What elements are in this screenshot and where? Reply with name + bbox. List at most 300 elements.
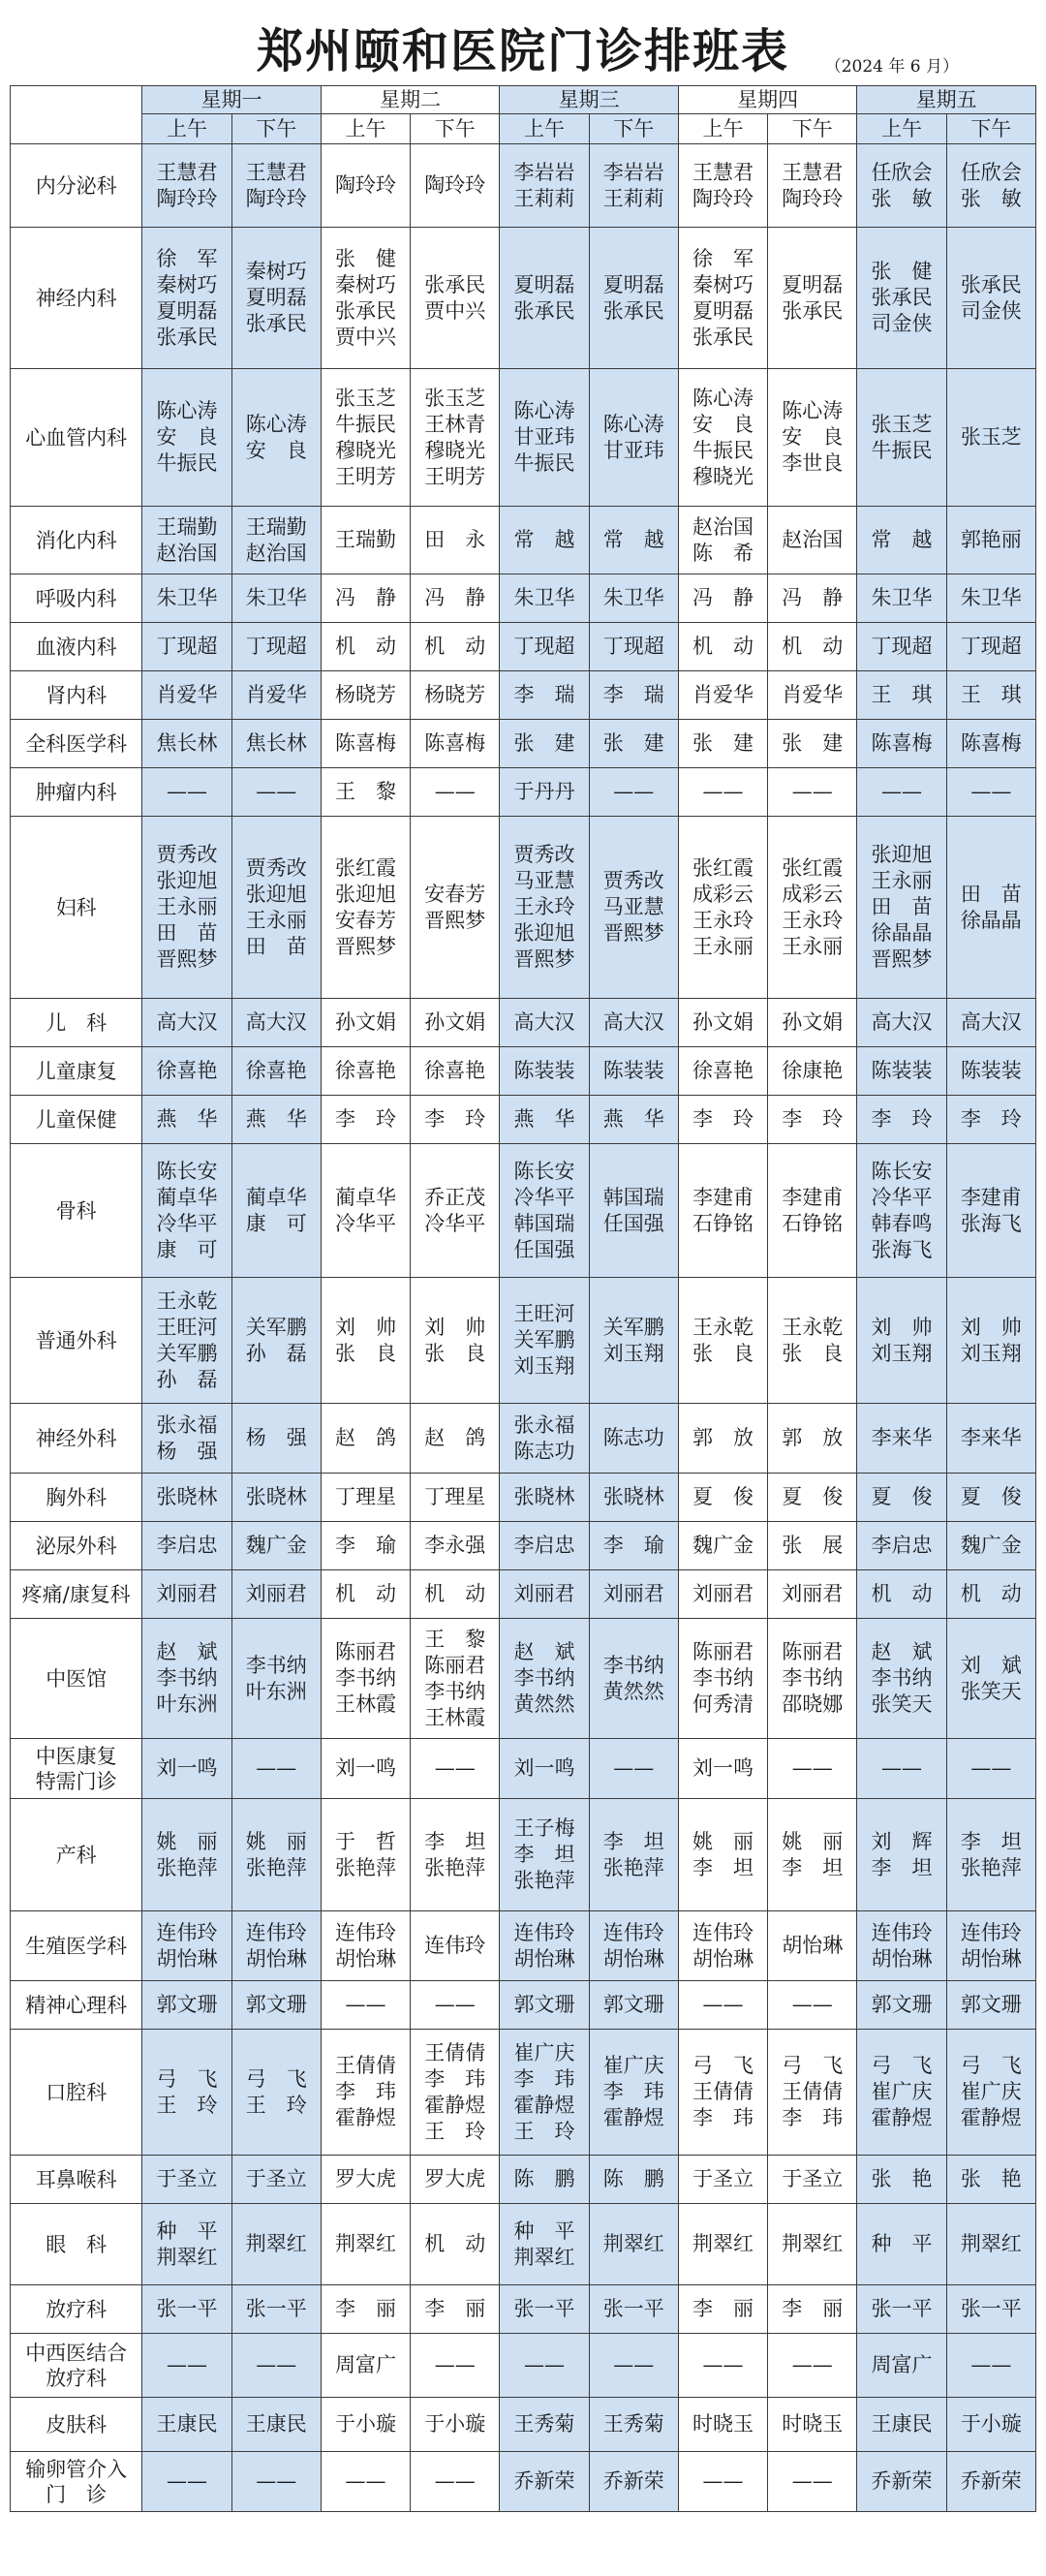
doctor-cell: —— xyxy=(678,768,767,817)
doctor-cell: 郭文珊 xyxy=(589,1981,678,2030)
department-name: 产科 xyxy=(11,1799,142,1911)
half-header-pm: 下午 xyxy=(411,114,500,144)
doctor-cell: 陈喜梅 xyxy=(321,720,410,768)
doctor-cell: —— xyxy=(142,2452,231,2512)
doctor-cell: 郭文珊 xyxy=(946,1981,1035,2030)
doctor-cell: 丁现超 xyxy=(946,623,1035,671)
doctor-cell: 任欣会 张 敏 xyxy=(946,144,1035,228)
doctor-cell: 于丹丹 xyxy=(500,768,589,817)
doctor-cell: 朱卫华 xyxy=(500,574,589,623)
doctor-cell: 徐喜艳 xyxy=(321,1047,410,1096)
doctor-cell: 李 丽 xyxy=(768,2285,857,2334)
doctor-cell: 张玉芝 xyxy=(946,369,1035,507)
doctor-cell: 连伟玲 胡怡琳 xyxy=(231,1911,321,1981)
department-name: 泌尿外科 xyxy=(11,1522,142,1570)
doctor-cell: 王秀菊 xyxy=(500,2398,589,2452)
doctor-cell: 刘 帅 张 良 xyxy=(411,1278,500,1404)
doctor-cell: —— xyxy=(946,1739,1035,1799)
doctor-cell: 陈喜梅 xyxy=(411,720,500,768)
doctor-cell: 贾秀改 张迎旭 王永丽 田 苗 晋熙梦 xyxy=(142,817,231,999)
doctor-cell: 夏 俊 xyxy=(857,1474,946,1522)
doctor-cell: 弓 飞 王倩倩 李 玮 xyxy=(678,2030,767,2156)
doctor-cell: 王永乾 王旺河 关军鹏 孙 磊 xyxy=(142,1278,231,1404)
department-name: 儿童保健 xyxy=(11,1096,142,1144)
doctor-cell: 王康民 xyxy=(142,2398,231,2452)
doctor-cell: 弓 飞 崔广庆 霍静煜 xyxy=(946,2030,1035,2156)
half-header-am: 上午 xyxy=(500,114,589,144)
doctor-cell: 李建甫 石铮铭 xyxy=(678,1144,767,1278)
doctor-cell: 高大汉 xyxy=(589,999,678,1047)
doctor-cell: 刘一鸣 xyxy=(678,1739,767,1799)
doctor-cell: —— xyxy=(946,2334,1035,2398)
doctor-cell: —— xyxy=(768,1981,857,2030)
doctor-cell: 郭文珊 xyxy=(857,1981,946,2030)
doctor-cell: 王瑞勤 赵治国 xyxy=(231,507,321,574)
doctor-cell: 肖爱华 xyxy=(678,671,767,720)
doctor-cell: 王永乾 张 良 xyxy=(768,1278,857,1404)
doctor-cell: 郭 放 xyxy=(678,1404,767,1474)
doctor-cell: —— xyxy=(231,768,321,817)
doctor-cell: 刘丽君 xyxy=(142,1570,231,1619)
doctor-cell: 于 哲 张艳萍 xyxy=(321,1799,410,1911)
day-header-fri: 星期五 xyxy=(857,86,1036,114)
doctor-cell: 机 动 xyxy=(768,623,857,671)
doctor-cell: 张 建 xyxy=(678,720,767,768)
doctor-cell: 陈装装 xyxy=(500,1047,589,1096)
day-header-mon: 星期一 xyxy=(142,86,322,114)
doctor-cell: 朱卫华 xyxy=(589,574,678,623)
doctor-cell: 张迎旭 王永丽 田 苗 徐晶晶 晋熙梦 xyxy=(857,817,946,999)
doctor-cell: 姚 丽 李 坦 xyxy=(768,1799,857,1911)
doctor-cell: 乔新荣 xyxy=(946,2452,1035,2512)
doctor-cell: 陈丽君 李书纳 王林霞 xyxy=(321,1619,410,1739)
schedule-row xyxy=(11,1404,1036,1474)
doctor-cell: 李建甫 石铮铭 xyxy=(768,1144,857,1278)
doctor-cell: —— xyxy=(321,1981,410,2030)
doctor-cell: —— xyxy=(946,768,1035,817)
doctor-cell: 陈喜梅 xyxy=(857,720,946,768)
doctor-cell: 乔新荣 xyxy=(857,2452,946,2512)
doctor-cell: 陈装装 xyxy=(857,1047,946,1096)
doctor-cell: 王 黎 陈丽君 李书纳 王林霞 xyxy=(411,1619,500,1739)
department-name: 神经内科 xyxy=(11,228,142,369)
half-header-pm: 下午 xyxy=(231,114,321,144)
doctor-cell: 李建甫 张海飞 xyxy=(946,1144,1035,1278)
schedule-date: （2024 年 6 月） xyxy=(824,57,959,77)
schedule-row xyxy=(11,507,1036,574)
doctor-cell: 魏广金 xyxy=(231,1522,321,1570)
schedule-row xyxy=(11,2156,1036,2204)
doctor-cell: 朱卫华 xyxy=(142,574,231,623)
department-name: 中医馆 xyxy=(11,1619,142,1739)
doctor-cell: 徐 军 秦树巧 夏明磊 张承民 xyxy=(142,228,231,369)
schedule-table xyxy=(10,85,1036,2512)
doctor-cell: 丁现超 xyxy=(857,623,946,671)
day-header-tue: 星期二 xyxy=(321,86,500,114)
doctor-cell: —— xyxy=(411,2334,500,2398)
doctor-cell: 于小璇 xyxy=(321,2398,410,2452)
department-name: 消化内科 xyxy=(11,507,142,574)
department-name: 儿童康复 xyxy=(11,1047,142,1096)
doctor-cell: 赵 斌 李书纳 黄然然 xyxy=(500,1619,589,1739)
doctor-cell: 高大汉 xyxy=(857,999,946,1047)
doctor-cell: 蔺卓华 康 可 xyxy=(231,1144,321,1278)
header-corner xyxy=(11,86,142,144)
doctor-cell: 燕 华 xyxy=(142,1096,231,1144)
doctor-cell: 夏明磊 张承民 xyxy=(768,228,857,369)
schedule-row xyxy=(11,1096,1036,1144)
doctor-cell: —— xyxy=(231,2452,321,2512)
doctor-cell: 冯 静 xyxy=(321,574,410,623)
doctor-cell: —— xyxy=(142,768,231,817)
doctor-cell: 连伟玲 胡怡琳 xyxy=(321,1911,410,1981)
doctor-cell: 魏广金 xyxy=(946,1522,1035,1570)
doctor-cell: 崔广庆 李 玮 霍静煜 xyxy=(589,2030,678,2156)
doctor-cell: 丁现超 xyxy=(500,623,589,671)
doctor-cell: —— xyxy=(142,2334,231,2398)
doctor-cell: 张永福 陈志功 xyxy=(500,1404,589,1474)
doctor-cell: 刘 帅 张 良 xyxy=(321,1278,410,1404)
doctor-cell: 王慧君 陶玲玲 xyxy=(678,144,767,228)
doctor-cell: 荆翠红 xyxy=(946,2204,1035,2285)
doctor-cell: 丁现超 xyxy=(589,623,678,671)
doctor-cell: 李来华 xyxy=(857,1404,946,1474)
doctor-cell: 徐喜艳 xyxy=(678,1047,767,1096)
department-name: 内分泌科 xyxy=(11,144,142,228)
doctor-cell: 赵 鸽 xyxy=(321,1404,410,1474)
doctor-cell: 杨 强 xyxy=(231,1404,321,1474)
department-name: 口腔科 xyxy=(11,2030,142,2156)
doctor-cell: 王瑞勤 赵治国 xyxy=(142,507,231,574)
doctor-cell: 周富广 xyxy=(857,2334,946,2398)
schedule-row xyxy=(11,1911,1036,1981)
doctor-cell: 李 玲 xyxy=(768,1096,857,1144)
doctor-cell: 机 动 xyxy=(411,2204,500,2285)
doctor-cell: 种 平 xyxy=(857,2204,946,2285)
doctor-cell: 李书纳 叶东洲 xyxy=(231,1619,321,1739)
doctor-cell: 于圣立 xyxy=(678,2156,767,2204)
doctor-cell: 荆翠红 xyxy=(231,2204,321,2285)
doctor-cell: 任欣会 张 敏 xyxy=(857,144,946,228)
doctor-cell: 王康民 xyxy=(231,2398,321,2452)
doctor-cell: 姚 丽 李 坦 xyxy=(678,1799,767,1911)
doctor-cell: 李 瑞 xyxy=(500,671,589,720)
doctor-cell: 朱卫华 xyxy=(857,574,946,623)
department-name: 中医康复 特需门诊 xyxy=(11,1739,142,1799)
doctor-cell: 罗大虎 xyxy=(411,2156,500,2204)
doctor-cell: 张 健 张承民 司金侠 xyxy=(857,228,946,369)
doctor-cell: 田 苗 徐晶晶 xyxy=(946,817,1035,999)
schedule-row xyxy=(11,768,1036,817)
doctor-cell: 肖爱华 xyxy=(768,671,857,720)
doctor-cell: 朱卫华 xyxy=(231,574,321,623)
doctor-cell: 徐康艳 xyxy=(768,1047,857,1096)
doctor-cell: 于圣立 xyxy=(142,2156,231,2204)
doctor-cell: 陈心涛 甘亚玮 牛振民 xyxy=(500,369,589,507)
schedule-row xyxy=(11,2398,1036,2452)
doctor-cell: —— xyxy=(678,2452,767,2512)
department-name: 儿 科 xyxy=(11,999,142,1047)
doctor-cell: 陈心涛 安 良 xyxy=(231,369,321,507)
doctor-cell: 张玉芝 王林青 穆晓光 王明芳 xyxy=(411,369,500,507)
doctor-cell: 孙文娟 xyxy=(768,999,857,1047)
doctor-cell: 王慧君 陶玲玲 xyxy=(142,144,231,228)
page-title: 郑州颐和医院门诊排班表 xyxy=(256,24,789,78)
department-name: 眼 科 xyxy=(11,2204,142,2285)
doctor-cell: 张晓林 xyxy=(589,1474,678,1522)
half-header-am: 上午 xyxy=(857,114,946,144)
doctor-cell: 丁理星 xyxy=(321,1474,410,1522)
doctor-cell: 郭文珊 xyxy=(231,1981,321,2030)
doctor-cell: —— xyxy=(589,2334,678,2398)
doctor-cell: 刘 斌 张笑天 xyxy=(946,1619,1035,1739)
doctor-cell: 夏 俊 xyxy=(678,1474,767,1522)
doctor-cell: 王倩倩 李 玮 霍静煜 王 玲 xyxy=(411,2030,500,2156)
doctor-cell: 夏明磊 张承民 xyxy=(500,228,589,369)
doctor-cell: 贾秀改 马亚慧 晋熙梦 xyxy=(589,817,678,999)
doctor-cell: 张玉芝 牛振民 穆晓光 王明芳 xyxy=(321,369,410,507)
doctor-cell: 陈心涛 甘亚玮 xyxy=(589,369,678,507)
doctor-cell: 罗大虎 xyxy=(321,2156,410,2204)
department-name: 精神心理科 xyxy=(11,1981,142,2030)
doctor-cell: —— xyxy=(768,2452,857,2512)
doctor-cell: —— xyxy=(589,768,678,817)
doctor-cell: 安春芳 晋熙梦 xyxy=(411,817,500,999)
doctor-cell: 张晓林 xyxy=(500,1474,589,1522)
doctor-cell: —— xyxy=(411,2452,500,2512)
doctor-cell: 李 瑜 xyxy=(321,1522,410,1570)
schedule-row xyxy=(11,623,1036,671)
doctor-cell: 郭艳丽 xyxy=(946,507,1035,574)
doctor-cell: —— xyxy=(231,2334,321,2398)
doctor-cell: 陶玲玲 xyxy=(411,144,500,228)
doctor-cell: 陈 鹏 xyxy=(589,2156,678,2204)
doctor-cell: 丁现超 xyxy=(231,623,321,671)
department-name: 骨科 xyxy=(11,1144,142,1278)
doctor-cell: 杨晓芳 xyxy=(321,671,410,720)
doctor-cell: 张一平 xyxy=(500,2285,589,2334)
half-header-pm: 下午 xyxy=(768,114,857,144)
doctor-cell: 蔺卓华 冷华平 xyxy=(321,1144,410,1278)
department-name: 呼吸内科 xyxy=(11,574,142,623)
doctor-cell: 韩国瑞 任国强 xyxy=(589,1144,678,1278)
doctor-cell: 夏明磊 张承民 xyxy=(589,228,678,369)
doctor-cell: 张一平 xyxy=(142,2285,231,2334)
schedule-row xyxy=(11,1739,1036,1799)
day-header-thu: 星期四 xyxy=(678,86,857,114)
doctor-cell: 连伟玲 胡怡琳 xyxy=(500,1911,589,1981)
doctor-cell: 李 瑜 xyxy=(589,1522,678,1570)
doctor-cell: 机 动 xyxy=(857,1570,946,1619)
schedule-row xyxy=(11,817,1036,999)
doctor-cell: 乔新荣 xyxy=(589,2452,678,2512)
schedule-row xyxy=(11,2030,1036,2156)
doctor-cell: 弓 飞 王 玲 xyxy=(142,2030,231,2156)
doctor-cell: 李岩岩 王莉莉 xyxy=(500,144,589,228)
doctor-cell: 张一平 xyxy=(231,2285,321,2334)
doctor-cell: 徐喜艳 xyxy=(142,1047,231,1096)
doctor-cell: 刘一鸣 xyxy=(321,1739,410,1799)
doctor-cell: 夏 俊 xyxy=(768,1474,857,1522)
doctor-cell: 高大汉 xyxy=(946,999,1035,1047)
doctor-cell: 机 动 xyxy=(411,1570,500,1619)
doctor-cell: 杨晓芳 xyxy=(411,671,500,720)
doctor-cell: 李 玲 xyxy=(411,1096,500,1144)
doctor-cell: 关军鹏 孙 磊 xyxy=(231,1278,321,1404)
doctor-cell: 王倩倩 李 玮 霍静煜 xyxy=(321,2030,410,2156)
doctor-cell: 王旺河 关军鹏 刘玉翔 xyxy=(500,1278,589,1404)
schedule-row xyxy=(11,144,1036,228)
doctor-cell: 徐 军 秦树巧 夏明磊 张承民 xyxy=(678,228,767,369)
doctor-cell: 陈长安 冷华平 韩春鸣 张海飞 xyxy=(857,1144,946,1278)
doctor-cell: 李 坦 张艳萍 xyxy=(946,1799,1035,1911)
doctor-cell: 李 玲 xyxy=(321,1096,410,1144)
doctor-cell: 李书纳 黄然然 xyxy=(589,1619,678,1739)
doctor-cell: 刘一鸣 xyxy=(142,1739,231,1799)
doctor-cell: 张一平 xyxy=(946,2285,1035,2334)
schedule-row xyxy=(11,574,1036,623)
doctor-cell: 朱卫华 xyxy=(946,574,1035,623)
doctor-cell: 荆翠红 xyxy=(678,2204,767,2285)
doctor-cell: 常 越 xyxy=(857,507,946,574)
doctor-cell: —— xyxy=(411,1739,500,1799)
doctor-cell: 陈 鹏 xyxy=(500,2156,589,2204)
doctor-cell: 李岩岩 王莉莉 xyxy=(589,144,678,228)
doctor-cell: 陈心涛 安 良 牛振民 穆晓光 xyxy=(678,369,767,507)
department-name: 疼痛/康复科 xyxy=(11,1570,142,1619)
doctor-cell: 李启忠 xyxy=(500,1522,589,1570)
doctor-cell: 丁理星 xyxy=(411,1474,500,1522)
doctor-cell: 连伟玲 胡怡琳 xyxy=(142,1911,231,1981)
doctor-cell: 李 丽 xyxy=(321,2285,410,2334)
doctor-cell: 张永福 杨 强 xyxy=(142,1404,231,1474)
doctor-cell: 王子梅 李 坦 张艳萍 xyxy=(500,1799,589,1911)
department-name: 血液内科 xyxy=(11,623,142,671)
department-name: 放疗科 xyxy=(11,2285,142,2334)
doctor-cell: 刘丽君 xyxy=(500,1570,589,1619)
doctor-cell: 孙文娟 xyxy=(321,999,410,1047)
schedule-row xyxy=(11,2285,1036,2334)
doctor-cell: 机 动 xyxy=(321,623,410,671)
doctor-cell: 冯 静 xyxy=(678,574,767,623)
doctor-cell: —— xyxy=(411,768,500,817)
doctor-cell: 郭 放 xyxy=(768,1404,857,1474)
doctor-cell: 李来华 xyxy=(946,1404,1035,1474)
schedule-row xyxy=(11,1981,1036,2030)
schedule-row xyxy=(11,671,1036,720)
doctor-cell: 冯 静 xyxy=(768,574,857,623)
doctor-cell: 张晓林 xyxy=(231,1474,321,1522)
doctor-cell: 张 建 xyxy=(768,720,857,768)
doctor-cell: 常 越 xyxy=(589,507,678,574)
doctor-cell: 姚 丽 张艳萍 xyxy=(231,1799,321,1911)
doctor-cell: 张晓林 xyxy=(142,1474,231,1522)
doctor-cell: 肖爱华 xyxy=(142,671,231,720)
schedule-row xyxy=(11,1522,1036,1570)
doctor-cell: —— xyxy=(411,1981,500,2030)
department-name: 肾内科 xyxy=(11,671,142,720)
doctor-cell: 郭文珊 xyxy=(500,1981,589,2030)
department-name: 输卵管介入 门 诊 xyxy=(11,2452,142,2512)
doctor-cell: 种 平 荆翠红 xyxy=(500,2204,589,2285)
department-name: 胸外科 xyxy=(11,1474,142,1522)
doctor-cell: —— xyxy=(589,1739,678,1799)
doctor-cell: 陈装装 xyxy=(946,1047,1035,1096)
doctor-cell: 陶玲玲 xyxy=(321,144,410,228)
doctor-cell: 徐喜艳 xyxy=(231,1047,321,1096)
half-header-pm: 下午 xyxy=(589,114,678,144)
doctor-cell: 姚 丽 张艳萍 xyxy=(142,1799,231,1911)
department-name: 中西医结合 放疗科 xyxy=(11,2334,142,2398)
doctor-cell: 机 动 xyxy=(411,623,500,671)
doctor-cell: 陈装装 xyxy=(589,1047,678,1096)
doctor-cell: 荆翠红 xyxy=(589,2204,678,2285)
doctor-cell: 丁现超 xyxy=(142,623,231,671)
doctor-cell: 王 琪 xyxy=(857,671,946,720)
doctor-cell: 机 动 xyxy=(946,1570,1035,1619)
day-header-wed: 星期三 xyxy=(500,86,679,114)
department-name: 神经外科 xyxy=(11,1404,142,1474)
doctor-cell: 李启忠 xyxy=(857,1522,946,1570)
doctor-cell: 陈丽君 李书纳 邵晓娜 xyxy=(768,1619,857,1739)
doctor-cell: 刘丽君 xyxy=(768,1570,857,1619)
doctor-cell: 夏 俊 xyxy=(946,1474,1035,1522)
doctor-cell: 时晓玉 xyxy=(678,2398,767,2452)
doctor-cell: 孙文娟 xyxy=(678,999,767,1047)
doctor-cell: —— xyxy=(678,1981,767,2030)
department-name: 肿瘤内科 xyxy=(11,768,142,817)
department-name: 心血管内科 xyxy=(11,369,142,507)
doctor-cell: 陈长安 蔺卓华 冷华平 康 可 xyxy=(142,1144,231,1278)
schedule-row xyxy=(11,1474,1036,1522)
doctor-cell: 张红霞 成彩云 王永玲 王永丽 xyxy=(768,817,857,999)
doctor-cell: 连伟玲 胡怡琳 xyxy=(678,1911,767,1981)
doctor-cell: 张 展 xyxy=(768,1522,857,1570)
doctor-cell: 机 动 xyxy=(678,623,767,671)
department-name: 妇科 xyxy=(11,817,142,999)
doctor-cell: 李 丽 xyxy=(411,2285,500,2334)
doctor-cell: 于小璇 xyxy=(946,2398,1035,2452)
doctor-cell: 李 瑞 xyxy=(589,671,678,720)
doctor-cell: 燕 华 xyxy=(500,1096,589,1144)
doctor-cell: 张红霞 张迎旭 安春芳 晋熙梦 xyxy=(321,817,410,999)
doctor-cell: 刘一鸣 xyxy=(500,1739,589,1799)
department-name: 皮肤科 xyxy=(11,2398,142,2452)
doctor-cell: 荆翠红 xyxy=(321,2204,410,2285)
doctor-cell: 连伟玲 胡怡琳 xyxy=(857,1911,946,1981)
doctor-cell: 李 玲 xyxy=(678,1096,767,1144)
doctor-cell: 连伟玲 xyxy=(411,1911,500,1981)
half-header-am: 上午 xyxy=(142,114,231,144)
schedule-row xyxy=(11,1799,1036,1911)
doctor-cell: 张一平 xyxy=(589,2285,678,2334)
half-header-pm: 下午 xyxy=(946,114,1035,144)
doctor-cell: 弓 飞 王倩倩 李 玮 xyxy=(768,2030,857,2156)
schedule-row xyxy=(11,1047,1036,1096)
doctor-cell: 刘 辉 李 坦 xyxy=(857,1799,946,1911)
doctor-cell: 陈心涛 安 良 牛振民 xyxy=(142,369,231,507)
doctor-cell: 王瑞勤 xyxy=(321,507,410,574)
doctor-cell: 魏广金 xyxy=(678,1522,767,1570)
doctor-cell: 高大汉 xyxy=(231,999,321,1047)
doctor-cell: 陈丽君 李书纳 何秀清 xyxy=(678,1619,767,1739)
doctor-cell: 于圣立 xyxy=(231,2156,321,2204)
doctor-cell: 贾秀改 张迎旭 王永丽 田 苗 xyxy=(231,817,321,999)
doctor-cell: 刘丽君 xyxy=(589,1570,678,1619)
doctor-cell: 崔广庆 李 玮 霍静煜 王 玲 xyxy=(500,2030,589,2156)
doctor-cell: 王 琪 xyxy=(946,671,1035,720)
doctor-cell: 周富广 xyxy=(321,2334,410,2398)
